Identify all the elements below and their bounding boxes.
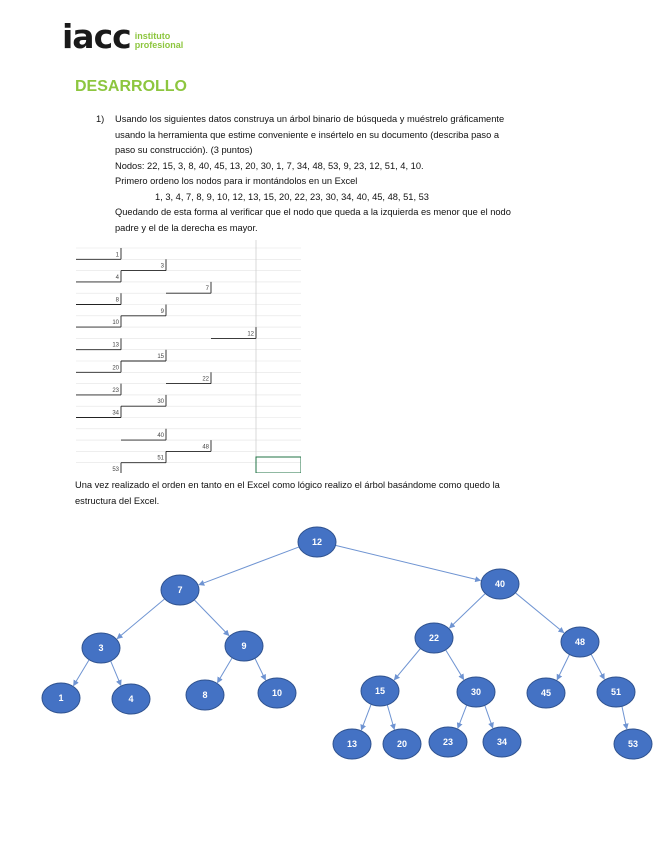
cell-value: 9 xyxy=(160,308,164,315)
logo-mark: iacc xyxy=(62,17,131,56)
excel-grid xyxy=(76,240,301,473)
question-line: usando la herramienta que estime conveniente e insértelo en su documento (describa paso a xyxy=(115,129,499,140)
tree-edge xyxy=(336,545,481,580)
cell-value: 1 xyxy=(115,252,119,259)
tree-node-48 xyxy=(561,627,599,657)
tree-node-label: 10 xyxy=(271,688,283,698)
tree-edge xyxy=(485,705,493,728)
tree-node-label: 3 xyxy=(98,643,104,653)
tree-node-10 xyxy=(258,678,296,708)
cell-value: 40 xyxy=(157,433,164,440)
tree-node-label: 53 xyxy=(627,739,639,749)
tree-node-34 xyxy=(483,727,521,757)
tree-node-23 xyxy=(429,727,467,757)
tree-edge xyxy=(557,654,569,679)
tree-edge xyxy=(387,705,394,730)
logo-line-1: instituto xyxy=(134,31,171,41)
cell-value: 51 xyxy=(157,455,164,462)
tree-edge xyxy=(361,704,371,730)
question-line: Quedando de esta forma al verificar que el nodo que queda a la izquierda es menor que el nodo xyxy=(115,207,511,217)
tree-diagram xyxy=(0,520,655,780)
tree-node-3 xyxy=(82,633,120,663)
tree-node-40 xyxy=(481,569,519,599)
tree-node-label: 9 xyxy=(241,641,247,651)
tree-node-label: 7 xyxy=(177,585,183,595)
ordered-nodes: 1, 3, 4, 7, 8, 9, 10, 12, 13, 15, 20, 22, 23, 30, 34, 40, 45, 48, 51, 53 xyxy=(155,191,429,202)
excel-screenshot xyxy=(76,240,301,473)
logo-line-2: profesional xyxy=(134,40,184,50)
iacc-logo xyxy=(62,17,184,56)
tree-node-label: 48 xyxy=(574,637,586,647)
binary-search-tree xyxy=(0,520,655,780)
tree-node-label: 30 xyxy=(470,687,482,697)
explanation-line: Una vez realizado el orden en tanto en el Excel como lógico realizo el árbol basándome como quedo la xyxy=(75,480,500,490)
tree-node-4 xyxy=(112,684,150,714)
logo-subtitle xyxy=(135,32,184,52)
tree-node-label: 45 xyxy=(540,688,552,698)
cell-value: 53 xyxy=(112,467,119,473)
tree-node-label: 8 xyxy=(202,690,208,700)
selected-cell xyxy=(256,457,301,473)
tree-edge xyxy=(111,661,121,685)
tree-edge xyxy=(515,593,563,633)
question-line: Usando los siguientes datos construya un árbol binario de búsqueda y muéstrelo gráficamente xyxy=(115,114,505,124)
question-line: paso su construcción). (3 puntos) xyxy=(115,145,253,155)
cell-value: 8 xyxy=(115,297,119,304)
cell-value: 4 xyxy=(115,274,119,281)
tree-node-label: 40 xyxy=(494,579,506,589)
tree-edge xyxy=(446,650,464,680)
tree-node-1 xyxy=(42,683,80,713)
tree-node-label: 15 xyxy=(374,686,386,696)
cell-value: 23 xyxy=(112,387,119,394)
cell-value: 7 xyxy=(205,286,209,293)
explanation-line: estructura del Excel. xyxy=(75,495,160,506)
tree-edge xyxy=(73,660,89,686)
tree-node-label: 4 xyxy=(128,694,134,704)
tree-edge xyxy=(117,599,165,639)
tree-node-30 xyxy=(457,677,495,707)
tree-node-label: 12 xyxy=(311,537,323,547)
explanation-text xyxy=(75,478,595,509)
tree-node-22 xyxy=(415,623,453,653)
tree-node-15 xyxy=(361,676,399,706)
question-item xyxy=(96,112,586,236)
tree-edge xyxy=(394,649,420,680)
tree-node-label: 23 xyxy=(442,737,454,747)
tree-edge xyxy=(591,654,604,679)
tree-node-label: 34 xyxy=(496,737,508,747)
tree-node-label: 1 xyxy=(58,693,64,703)
tree-node-51 xyxy=(597,677,635,707)
cell-value: 48 xyxy=(202,444,209,451)
question-line: Primero ordeno los nodos para ir montándolos en un Excel xyxy=(115,176,358,186)
question-number: 1) xyxy=(96,114,105,124)
tree-edge xyxy=(199,547,299,585)
tree-node-7 xyxy=(161,575,199,605)
tree-node-label: 51 xyxy=(610,687,622,697)
question-body xyxy=(115,112,586,236)
tree-node-12 xyxy=(298,527,336,557)
tree-node-20 xyxy=(383,729,421,759)
cell-value: 20 xyxy=(112,365,119,372)
tree-edge xyxy=(449,593,485,628)
cell-value: 30 xyxy=(157,399,164,406)
tree-edge xyxy=(194,600,229,636)
tree-node-53 xyxy=(614,729,652,759)
tree-edge xyxy=(255,658,266,680)
tree-edge xyxy=(458,705,467,728)
tree-node-label: 20 xyxy=(396,739,408,749)
tree-edge xyxy=(217,658,232,683)
tree-node-45 xyxy=(527,678,565,708)
cell-value: 3 xyxy=(160,263,164,270)
tree-node-9 xyxy=(225,631,263,661)
question-line: padre y el de la derecha es mayor. xyxy=(115,222,258,233)
tree-node-13 xyxy=(333,729,371,759)
cell-value: 10 xyxy=(112,320,119,327)
nodes-line: Nodos: 22, 15, 3, 8, 40, 45, 13, 20, 30, 1, 7, 34, 48, 53, 9, 23, 12, 51, 4, 10. xyxy=(115,160,424,171)
cell-value: 13 xyxy=(112,342,119,349)
tree-node-label: 22 xyxy=(428,633,440,643)
cell-value: 22 xyxy=(202,376,209,383)
tree-node-label: 13 xyxy=(346,739,358,749)
cell-value: 34 xyxy=(112,410,119,417)
cell-value: 15 xyxy=(157,354,164,360)
cell-value: 12 xyxy=(247,331,254,338)
tree-edge xyxy=(622,706,627,729)
section-title: DESARROLLO xyxy=(75,78,187,95)
tree-node-8 xyxy=(186,680,224,710)
